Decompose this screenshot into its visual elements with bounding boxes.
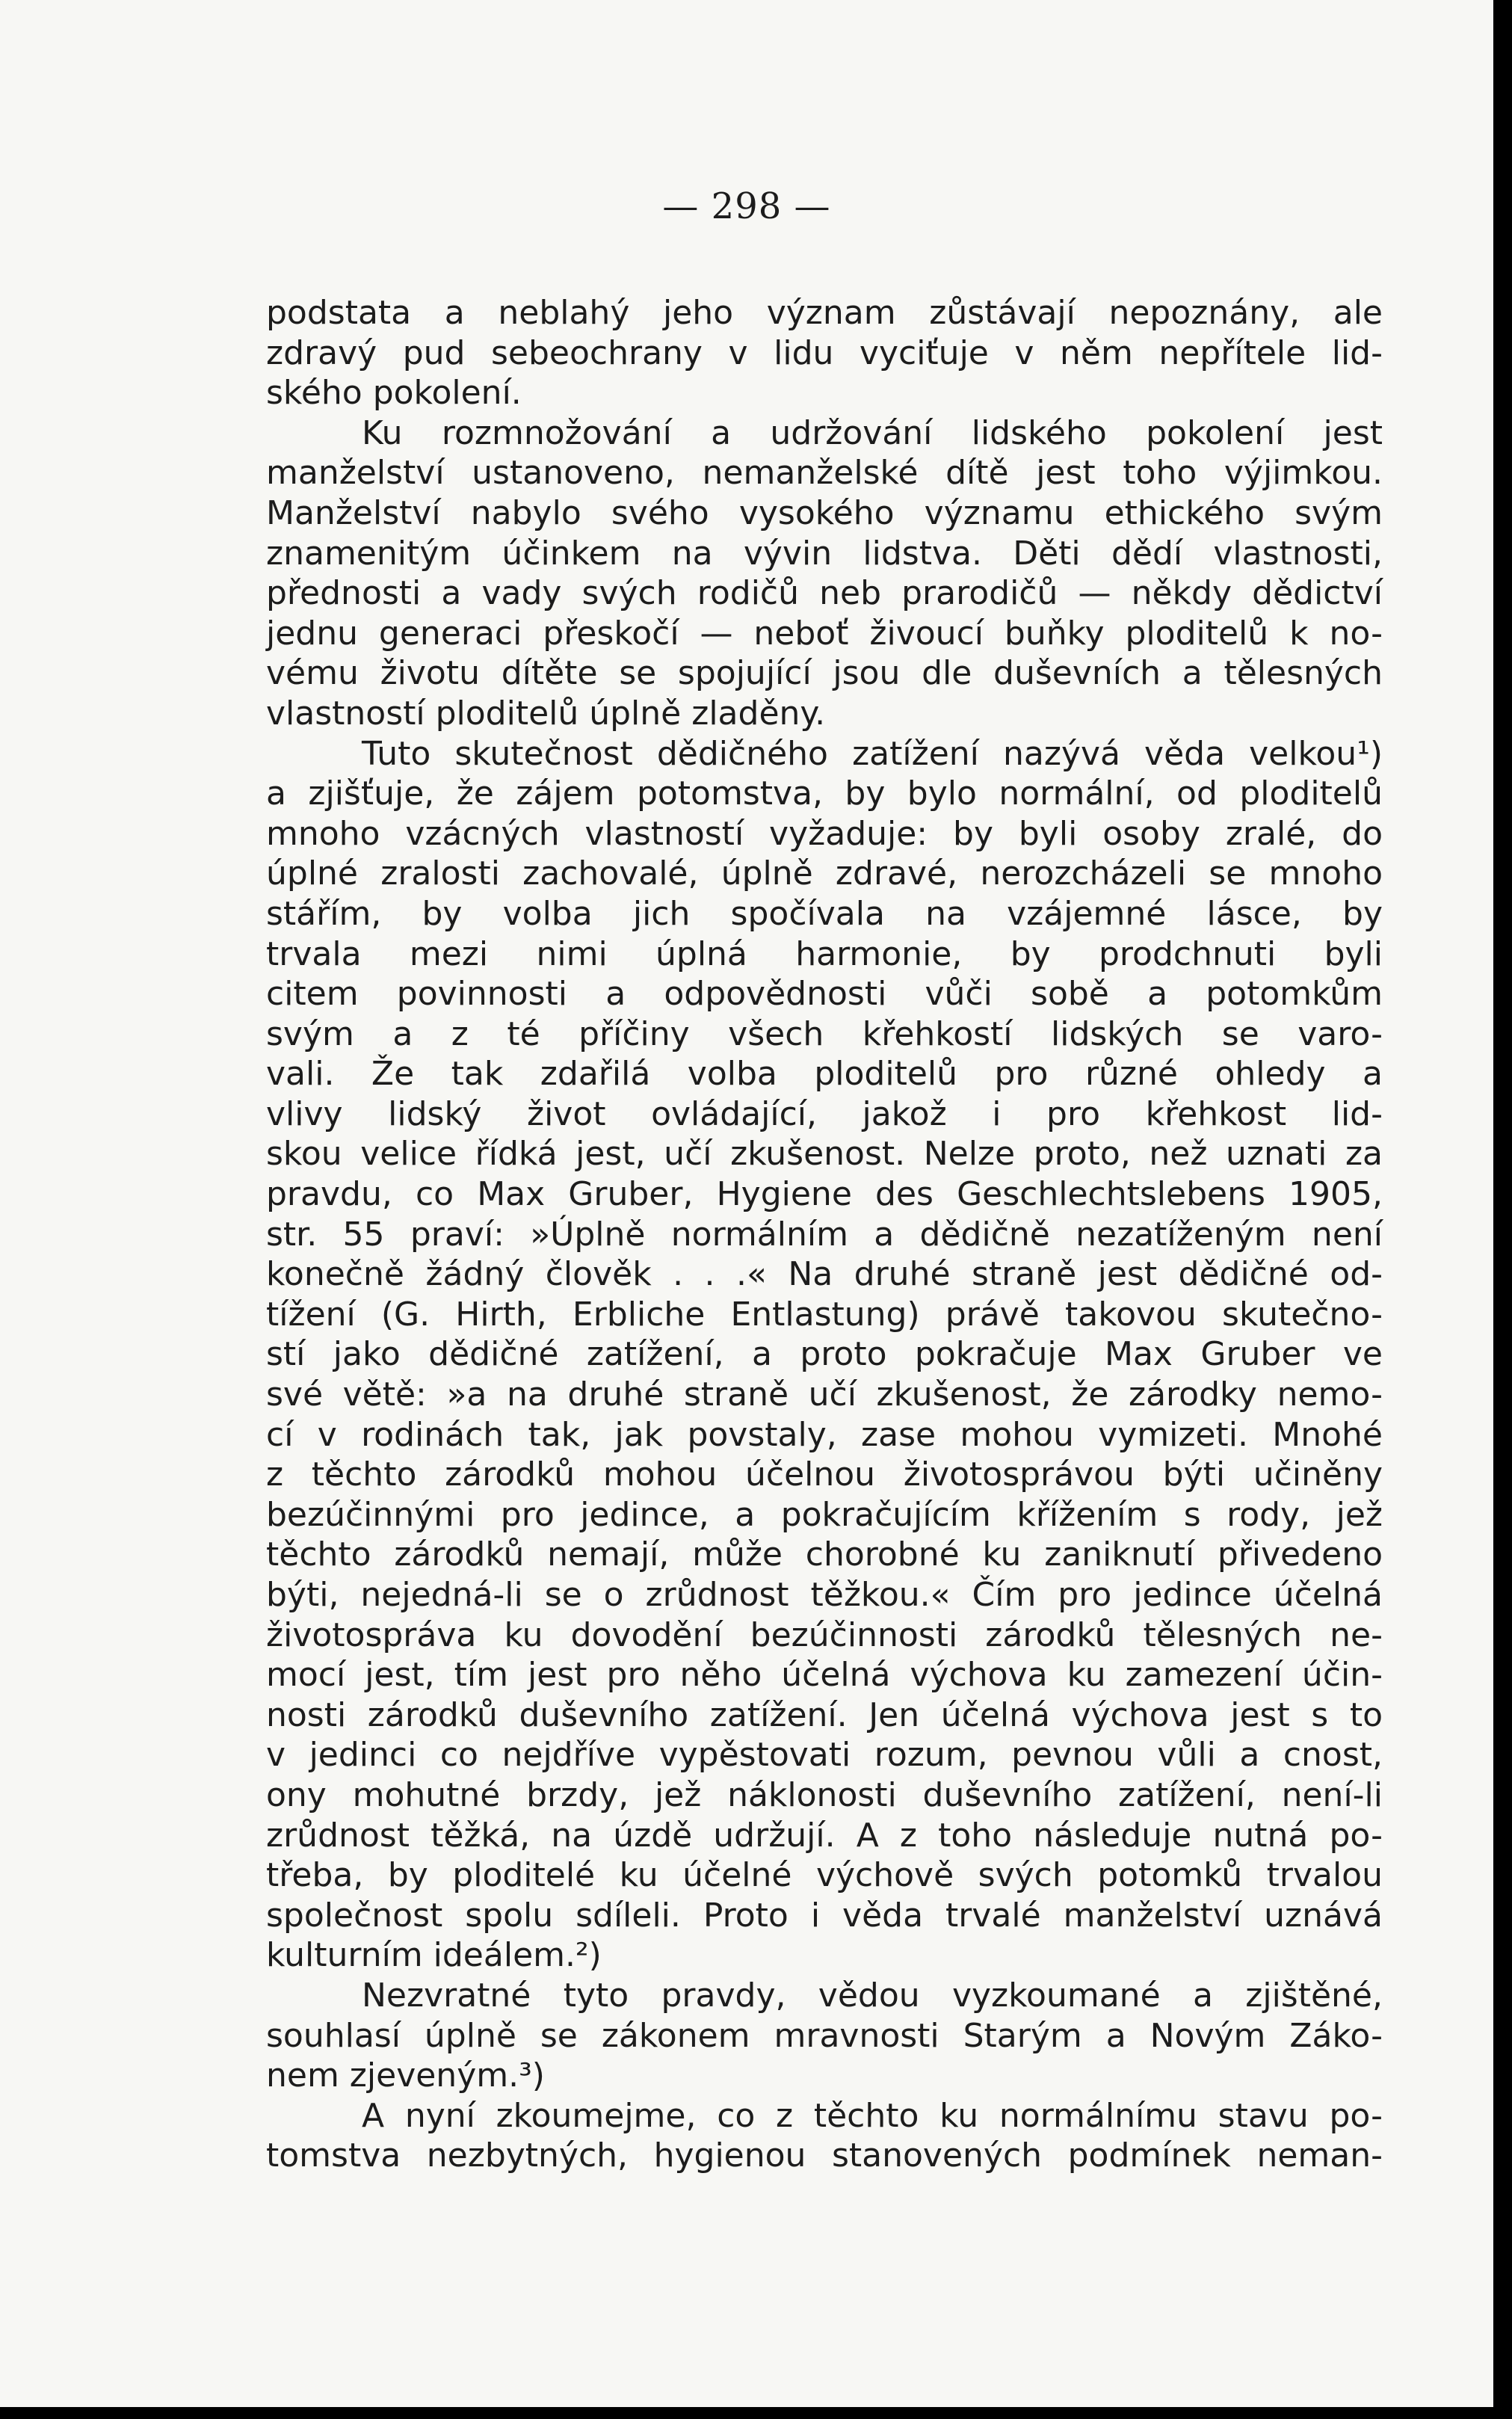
text-line: nem zjeveným.³) [266, 2056, 545, 2095]
text-line: úplné zralosti zachovalé, úplně zdravé, nerozcházeli se mnoho [266, 854, 1383, 893]
text-line: vlastností ploditelů úplně zladěny. [266, 694, 826, 733]
text-line: zrůdnost těžká, na úzdě udržují. A z toho následuje nutná po- [266, 1816, 1383, 1855]
text-line: trvala mezi nimi úplná harmonie, by prodchnuti byli [266, 934, 1383, 973]
page-number: — 298 — [662, 185, 831, 227]
text-line: stářím, by volba jich spočívala na vzájemné lásce, by [266, 894, 1383, 933]
text-line: kulturním ideálem.²) [266, 1936, 602, 1975]
text-line: pravdu, co Max Gruber, Hygiene des Geschlechtslebens 1905, [266, 1175, 1383, 1214]
text-line: a zjišťuje, že zájem potomstva, by bylo normální, od ploditelů [266, 774, 1383, 813]
text-line: své větě: »a na druhé straně učí zkušenost, že zárodky nemo- [266, 1375, 1383, 1414]
text-line: nosti zárodků duševního zatížení. Jen účelná výchova jest s to [266, 1695, 1383, 1734]
text-line: přednosti a vady svých rodičů neb prarodičů — někdy dědictví [266, 574, 1383, 613]
text-line: zdravý pud sebeochrany v lidu vyciťuje v něm nepřítele lid- [266, 333, 1383, 372]
text-line: z těchto zárodků mohou účelnou životosprávou býti učiněny [266, 1455, 1383, 1494]
text-line: vlivy lidský život ovládající, jakož i pro křehkost lid- [266, 1094, 1383, 1133]
text-line: tomstva nezbytných, hygienou stanovených podmínek neman- [266, 2136, 1383, 2175]
text-line: třeba, by ploditelé ku účelné výchově svých potomků trvalou [266, 1856, 1383, 1895]
text-line: skou velice řídká jest, učí zkušenost. Nelze proto, než uznati za [266, 1135, 1383, 1174]
text-line: svým a z té příčiny všech křehkostí lidských se varo- [266, 1014, 1383, 1053]
text-line: cí v rodinách tak, jak povstaly, zase mohou vymizeti. Mnohé [266, 1415, 1383, 1454]
text-line: A nyní zkoumejme, co z těchto ku normálnímu stavu po- [362, 2096, 1383, 2135]
text-line: mnoho vzácných vlastností vyžaduje: by byli osoby zralé, do [266, 814, 1383, 853]
text-line: životospráva ku dovodění bezúčinnosti zárodků tělesných ne- [266, 1615, 1383, 1654]
text-line: vali. Že tak zdařilá volba ploditelů pro různé ohledy a [266, 1055, 1383, 1094]
text-line: stí jako dědičné zatížení, a proto pokračuje Max Gruber ve [266, 1335, 1383, 1374]
text-line: mocí jest, tím jest pro něho účelná výchova ku zamezení účin- [266, 1656, 1383, 1695]
text-line: znamenitým účinkem na vývin lidstva. Děti dědí vlastnosti, [266, 534, 1383, 573]
text-line: Nezvratné tyto pravdy, vědou vyzkoumané a zjištěné, [362, 1976, 1383, 2015]
text-line: společnost spolu sdíleli. Proto i věda trvalé manželství uznává [266, 1896, 1383, 1935]
text-line: jednu generaci přeskočí — neboť živoucí buňky ploditelů k no- [266, 614, 1383, 653]
text-line: manželství ustanoveno, nemanželské dítě jest toho výjimkou. [266, 454, 1383, 493]
text-line: vému životu dítěte se spojující jsou dle duševních a tělesných [266, 654, 1383, 693]
text-line: ony mohutné brzdy, jež náklonosti duševního zatížení, není-li [266, 1775, 1383, 1814]
text-line: těchto zárodků nemají, může chorobné ku zaniknutí přivedeno [266, 1535, 1383, 1574]
text-line: bezúčinnými pro jedince, a pokračujícím křížením s rody, jež [266, 1495, 1383, 1534]
text-line: býti, nejedná-li se o zrůdnost těžkou.« Čím pro jedince účelná [266, 1576, 1383, 1614]
text-line: tížení (G. Hirth, Erbliche Entlastung) právě takovou skutečno- [266, 1295, 1383, 1334]
text-line: citem povinnosti a odpovědnosti vůči sobě a potomkům [266, 975, 1383, 1014]
text-line: Tuto skutečnost dědičného zatížení nazývá věda velkou¹) [362, 734, 1383, 773]
body-text [266, 293, 1383, 2176]
text-line: podstata a neblahý jeho význam zůstávají nepoznány, ale [266, 294, 1383, 332]
text-line: ského pokolení. [266, 374, 522, 413]
text-line: Ku rozmnožování a udržování lidského pokolení jest [362, 413, 1383, 452]
text-line: konečně žádný člověk . . .« Na druhé straně jest dědičné od- [266, 1255, 1383, 1294]
text-line: Manželství nabylo svého vysokého významu ethického svým [266, 493, 1383, 532]
text-line: souhlasí úplně se zákonem mravnosti Starým a Novým Záko- [266, 2016, 1383, 2055]
text-line: str. 55 praví: »Úplně normálním a dědičně nezatíženým není [266, 1215, 1383, 1254]
text-line: v jedinci co nejdříve vypěstovati rozum, pevnou vůli a cnost, [266, 1736, 1383, 1775]
